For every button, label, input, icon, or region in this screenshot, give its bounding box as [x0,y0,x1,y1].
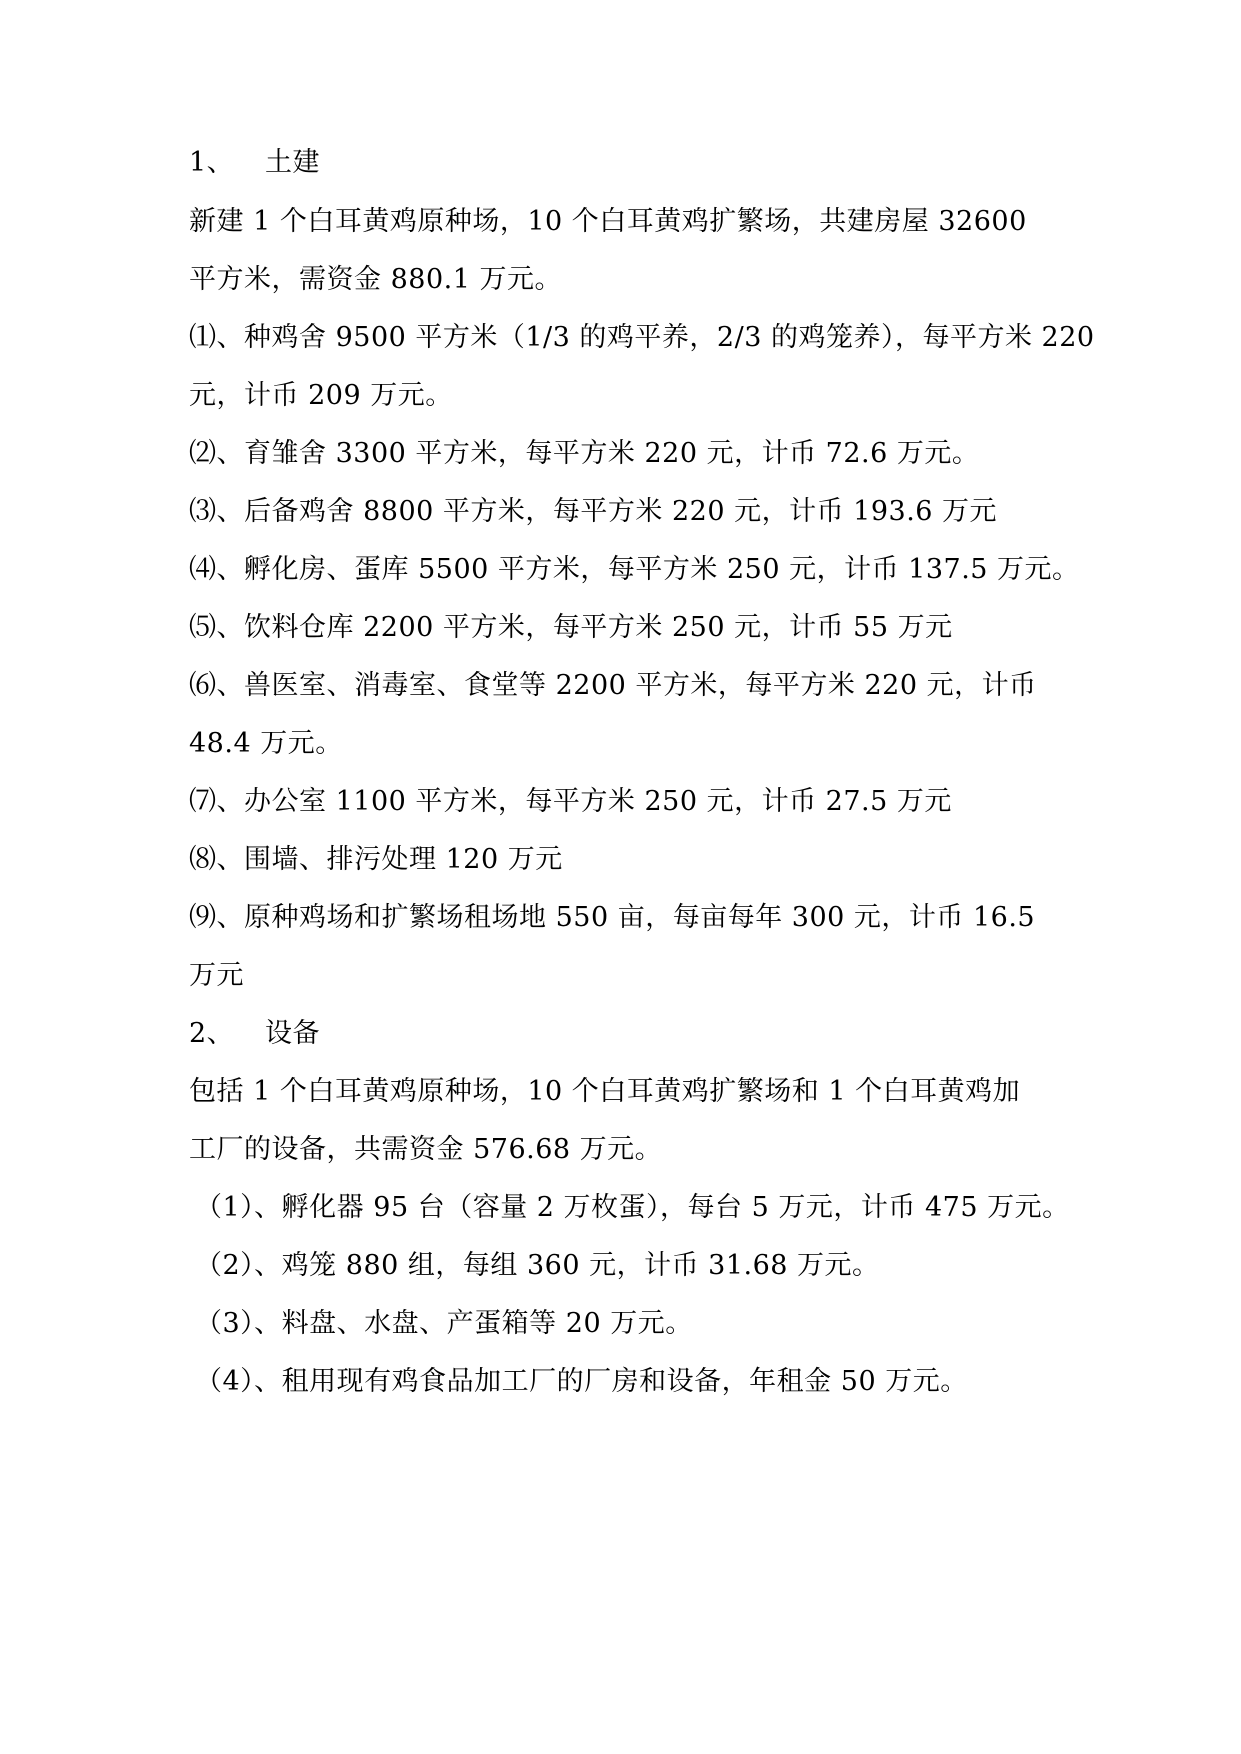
list-item-line: （3）、料盘、水盘、产蛋箱等 20 万元。 [195,1308,693,1339]
section-title: 土建 [265,147,320,178]
list-item-line: ⑶、后备鸡舍 8800 平方米，每平方米 220 元，计币 193.6 万元 [189,496,998,527]
list-item-line: 万元 [189,960,244,991]
paragraph-line: 包括 1 个白耳黄鸡原种场，10 个白耳黄鸡扩繁场和 1 个白耳黄鸡加 [189,1076,1021,1107]
list-item-line: ⑼、原种鸡场和扩繁场租场地 550 亩，每亩每年 300 元，计币 16.5 [189,902,1036,933]
list-item-line: 元，计币 209 万元。 [189,380,453,411]
section-title: 设备 [265,1018,320,1049]
list-item-line: ⑻、围墙、排污处理 120 万元 [189,844,563,875]
list-item-line: ⑷、孵化房、蛋库 5500 平方米，每平方米 250 元，计币 137.5 万元。 [189,554,1080,585]
list-item-line: （1）、孵化器 95 台（容量 2 万枚蛋），每台 5 万元，计币 475 万元。 [195,1192,1070,1223]
section-heading [189,1002,1069,1066]
list-item-line: ⑺、办公室 1100 平方米，每平方米 250 元，计币 27.5 万元 [189,786,952,817]
list-item-line: （4）、租用现有鸡食品加工厂的厂房和设备，年租金 50 万元。 [195,1366,968,1397]
paragraph-line: 新建 1 个白耳黄鸡原种场，10 个白耳黄鸡扩繁场，共建房屋 32600 [189,206,1027,237]
list-item-line: 48.4 万元。 [189,728,343,759]
list-item-line: ⑴、种鸡舍 9500 平方米（1/3 的鸡平养，2/3 的鸡笼养），每平方米 220 [189,322,1095,353]
list-item-line: （2）、鸡笼 880 组，每组 360 元，计币 31.68 万元。 [195,1250,880,1281]
paragraph-line: 平方米，需资金 880.1 万元。 [189,264,562,295]
paragraph-line: 工厂的设备，共需资金 576.68 万元。 [189,1134,663,1165]
list-item-line: ⑹、兽医室、消毒室、食堂等 2200 平方米，每平方米 220 元，计币 [189,670,1037,701]
list-item-line: ⑵、育雏舍 3300 平方米，每平方米 220 元，计币 72.6 万元。 [189,438,980,469]
section-number: 2、 [189,1018,235,1049]
section-heading [189,131,1069,195]
list-item-line: ⑸、饮料仓库 2200 平方米，每平方米 250 元，计币 55 万元 [189,612,953,643]
section-number: 1、 [189,147,235,178]
